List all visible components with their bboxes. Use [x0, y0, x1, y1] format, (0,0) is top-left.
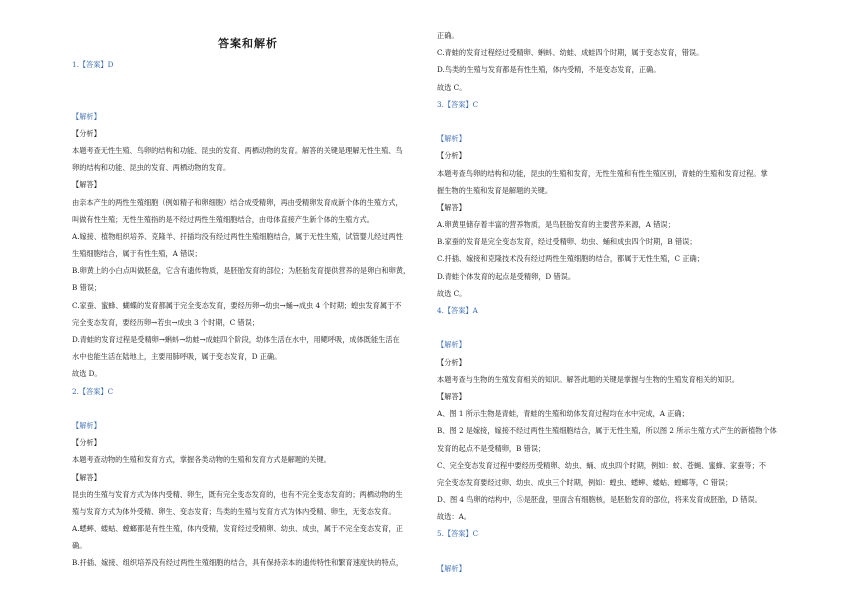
section-heading: 3.【答案】C: [437, 99, 479, 109]
text-line: 【解答】: [437, 202, 466, 212]
text-line: 叫做有性生殖；无性生殖指的是不经过两性生殖细胞结合，由母体直接产生新个体的生殖方式。: [72, 214, 374, 224]
spacer: [72, 400, 424, 417]
text-line: 本题考查动物的生殖和发育方式，掌握各类动物的生殖和发育方式是解题的关键。: [72, 455, 331, 465]
text-line: C、完全变态发育过程中要经历受精卵、幼虫、蛹、成虫四个时期，例如：蚊、苍蝇、蜜蜂、家蚕等；不: [437, 460, 766, 470]
text-line: 本题考查鸟卵的结构和功能，昆虫的生殖和发育，无性生殖和有性生殖区别，青蛙的生殖和发育过程。掌: [437, 168, 768, 178]
text-line: 完全变态发育要经过卵、幼虫、成虫三个时期，例如：蝗虫、蟋蟀、蝼蛄、螳螂等，C 错误；: [437, 477, 733, 487]
text-line: D.鸟类的生殖与发育都是有性生殖，体内受精，不是变态发育，正确。: [437, 65, 661, 75]
section-heading: 【解析】: [437, 134, 466, 144]
text-line: B.卵黄上的小白点叫做胚盘，它含有遗传物质，是胚胎发育的部位；为胚胎发育提供营养的是卵白和卵黄，: [72, 266, 411, 276]
text-line: D、图 4 鸟卵的结构中，⑤是胚盘，里面含有细胞核，是胚胎发育的部位，将来发育成胚胎，D 错误。: [437, 495, 762, 505]
text-line: 完全变态发育，要经历卵→若虫→成虫 3 个时期，C 错误；: [72, 317, 260, 327]
text-line: 【解答】: [72, 180, 101, 190]
text-line: C.家蚕、蜜蜂、蝴蝶的发育都属于完全变态发育，要经历卵→幼虫→蛹→成虫 4 个时期；蝗虫发育属于不: [72, 300, 402, 310]
text-line: 【解答】: [72, 472, 101, 482]
text-line: 水中也能生活在陆地上，主要用肺呼吸，属于变态发育，D 正确。: [72, 352, 282, 362]
spacer: [437, 319, 789, 336]
spacer: [437, 113, 789, 130]
section-heading: 5.【答案】C: [437, 529, 479, 539]
text-line: 【分析】: [437, 357, 466, 367]
section-heading: 【解析】: [437, 340, 466, 350]
text-line: 确。: [72, 541, 87, 551]
text-line: 发育的起点不是受精卵，B 错误；: [437, 443, 546, 453]
text-line: A.卵黄里储存着丰富的营养物质，是鸟胚胎发育的主要营养来源，A 错误；: [437, 220, 675, 230]
text-line: 【解答】: [437, 391, 466, 401]
left-lines: [72, 56, 424, 572]
spacer: [72, 73, 424, 107]
left-column: [72, 0, 424, 572]
text-line: 【分析】: [72, 128, 101, 138]
text-line: B.扦插、嫁接、组织培养没有经过两性生殖细胞的结合，具有保持亲本的遗传特性和繁育速度快的特点，: [72, 558, 404, 568]
text-line: 【分析】: [437, 151, 466, 161]
spacer: [437, 543, 789, 560]
text-line: 本题考查与生物的生殖发育相关的知识。解答此题的关键是掌握与生物的生殖发育相关的知识。: [437, 374, 739, 384]
text-line: B 错误；: [72, 283, 102, 293]
right-lines: [437, 27, 789, 577]
text-line: 故选 C。: [437, 82, 467, 92]
section-heading: 【解析】: [72, 420, 101, 430]
text-line: 生殖细胞结合，属于有性生殖，A 错误；: [72, 249, 202, 259]
text-line: B.家蚕的发育是完全变态发育，经过受精卵、幼虫、蛹和成虫四个时期，B 错误；: [437, 237, 697, 247]
section-heading: 4.【答案】A: [437, 306, 478, 315]
text-line: D.青蛙个体发育的起点是受精卵，D 错误。: [437, 271, 576, 281]
text-line: 殖与发育方式为体外受精、卵生、变态发育；鸟类的生殖与发育方式为体内受精、卵生，无变态发育。: [72, 506, 396, 516]
text-line: C.扦插、嫁接和克隆技术没有经过两性生殖细胞的结合，都属于无性生殖，C 正确；: [437, 254, 704, 264]
text-line: 【分析】: [72, 438, 101, 448]
section-heading: 1.【答案】D: [72, 60, 114, 69]
text-line: A、图 1 所示生物是青蛙，青蛙的生殖和幼体发育过程均在水中完成，A 正确；: [437, 409, 689, 419]
text-line: B、图 2 是嫁接，嫁接不经过两性生殖细胞结合，属于无性生殖，所以图 2 所示生殖方式产生的新植物个体: [437, 426, 777, 436]
section-heading: 【解析】: [437, 563, 466, 573]
text-line: A.嫁接、植物组织培养、克隆羊、扦插均没有经过两性生殖细胞结合，属于无性生殖，试管婴儿经过两性: [72, 231, 403, 241]
section-heading: 2.【答案】C: [72, 386, 114, 396]
text-line: C.青蛙的发育过程经过受精卵、蝌蚪、幼蛙、成蛙四个时期，属于变态发育，错误。: [437, 48, 704, 58]
text-line: 故选 D。: [72, 369, 102, 379]
text-line: 正确。: [437, 31, 459, 40]
text-line: 由亲本产生的两性生殖细胞（例如精子和卵细胞）结合成受精卵，再由受精卵发育成新个体的生殖方式，: [72, 197, 403, 207]
text-line: 本题考查无性生殖、鸟卵的结构和功能、昆虫的发育、两栖动物的发育。解答的关键是理解无性生殖、鸟: [72, 145, 403, 155]
text-line: A.蟋蟀、蝼蛄、螳螂都是有性生殖，体内受精，发育经过受精卵、幼虫、成虫，属于不完全变态发育，正: [72, 524, 403, 534]
text-line: 卵的结构和功能、昆虫的发育、两栖动物的发育。: [72, 163, 231, 173]
text-line: 握生物的生殖和发育是解题的关键。: [437, 185, 553, 195]
right-column: [437, 0, 789, 577]
text-line: 故选 C。: [437, 288, 467, 298]
section-heading: 【解析】: [72, 111, 101, 121]
text-line: 昆虫的生殖与发育方式为体内受精、卵生，既有完全变态发育的，也有不完全变态发育的；两栖动物的生: [72, 489, 403, 499]
text-line: 故选：A。: [437, 512, 471, 522]
text-line: D.青蛙的发育过程是受精卵→蝌蚪→幼蛙→成蛙四个阶段，幼体生活在水中，用鳃呼吸，成体既能生活在: [72, 335, 400, 345]
page-title: 答案和解析: [218, 37, 278, 50]
